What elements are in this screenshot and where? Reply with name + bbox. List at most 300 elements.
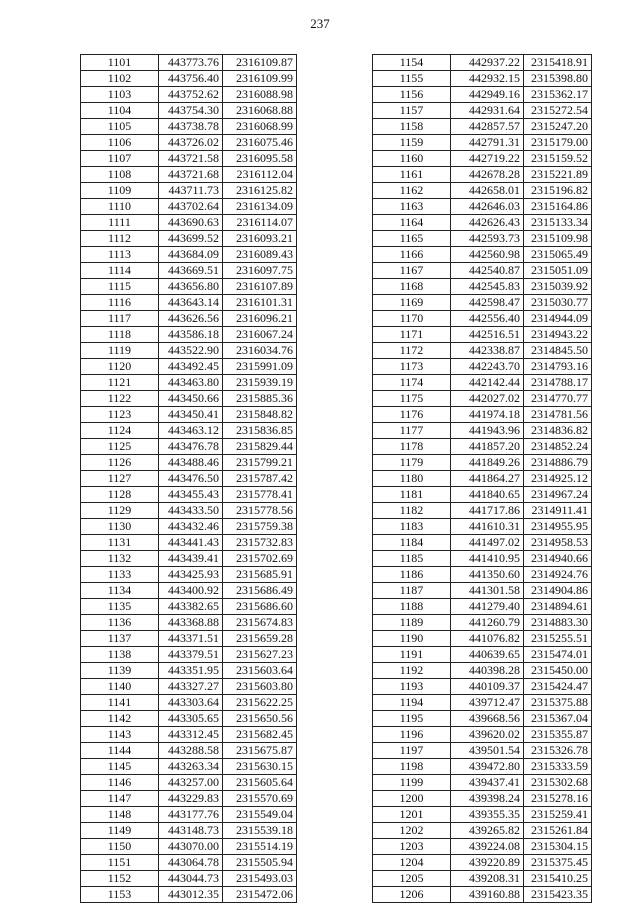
y-coordinate-cell: 2316088.98 — [223, 87, 297, 103]
point-number-cell: 1119 — [81, 343, 159, 359]
x-coordinate-cell: 443656.80 — [159, 279, 223, 295]
table-row — [81, 711, 297, 727]
table-row — [81, 263, 297, 279]
table-row — [373, 135, 592, 151]
x-coordinate-cell: 443476.78 — [159, 439, 223, 455]
y-coordinate-cell: 2314793.16 — [524, 359, 592, 375]
table-row — [81, 663, 297, 679]
point-number-cell: 1116 — [81, 295, 159, 311]
table-row — [373, 87, 592, 103]
y-coordinate-cell: 2315474.01 — [524, 647, 592, 663]
table-row — [373, 887, 592, 903]
y-coordinate-cell: 2315030.77 — [524, 295, 592, 311]
y-coordinate-cell: 2315375.45 — [524, 855, 592, 871]
y-coordinate-cell: 2316075.46 — [223, 135, 297, 151]
x-coordinate-cell: 439355.35 — [451, 807, 524, 823]
x-coordinate-cell: 443351.95 — [159, 663, 223, 679]
y-coordinate-cell: 2315375.88 — [524, 695, 592, 711]
table-row — [81, 583, 297, 599]
table-row — [81, 855, 297, 871]
x-coordinate-cell: 443721.58 — [159, 151, 223, 167]
table-row — [373, 519, 592, 535]
x-coordinate-cell: 443476.50 — [159, 471, 223, 487]
point-number-cell: 1149 — [81, 823, 159, 839]
y-coordinate-cell: 2314955.95 — [524, 519, 592, 535]
x-coordinate-cell: 441497.02 — [451, 535, 524, 551]
x-coordinate-cell: 442719.22 — [451, 151, 524, 167]
point-number-cell: 1113 — [81, 247, 159, 263]
y-coordinate-cell: 2315603.80 — [223, 679, 297, 695]
point-number-cell: 1206 — [373, 887, 451, 903]
table-row — [81, 247, 297, 263]
table-row — [81, 791, 297, 807]
point-number-cell: 1197 — [373, 743, 451, 759]
y-coordinate-cell: 2315333.59 — [524, 759, 592, 775]
point-number-cell: 1105 — [81, 119, 159, 135]
y-coordinate-cell: 2315799.21 — [223, 455, 297, 471]
y-coordinate-cell: 2315398.80 — [524, 71, 592, 87]
table-row — [373, 807, 592, 823]
point-number-cell: 1171 — [373, 327, 451, 343]
point-number-cell: 1143 — [81, 727, 159, 743]
table-row — [81, 567, 297, 583]
point-number-cell: 1184 — [373, 535, 451, 551]
point-number-cell: 1174 — [373, 375, 451, 391]
y-coordinate-cell: 2315685.91 — [223, 567, 297, 583]
table-row — [373, 71, 592, 87]
y-coordinate-cell: 2315302.68 — [524, 775, 592, 791]
x-coordinate-cell: 441840.65 — [451, 487, 524, 503]
x-coordinate-cell: 442556.40 — [451, 311, 524, 327]
x-coordinate-cell: 441864.27 — [451, 471, 524, 487]
x-coordinate-cell: 443463.80 — [159, 375, 223, 391]
x-coordinate-cell: 442338.87 — [451, 343, 524, 359]
table-row — [81, 167, 297, 183]
y-coordinate-cell: 2316095.58 — [223, 151, 297, 167]
y-coordinate-cell: 2315686.60 — [223, 599, 297, 615]
x-coordinate-cell: 443327.27 — [159, 679, 223, 695]
y-coordinate-cell: 2315570.69 — [223, 791, 297, 807]
table-row — [81, 727, 297, 743]
x-coordinate-cell: 443450.66 — [159, 391, 223, 407]
y-coordinate-cell: 2315164.86 — [524, 199, 592, 215]
x-coordinate-cell: 443450.41 — [159, 407, 223, 423]
table-row — [373, 327, 592, 343]
table-row — [81, 599, 297, 615]
x-coordinate-cell: 443425.93 — [159, 567, 223, 583]
x-coordinate-cell: 442932.15 — [451, 71, 524, 87]
x-coordinate-cell: 442540.87 — [451, 263, 524, 279]
y-coordinate-cell: 2316134.09 — [223, 199, 297, 215]
point-number-cell: 1179 — [373, 455, 451, 471]
y-coordinate-cell: 2315778.41 — [223, 487, 297, 503]
page-number: 237 — [310, 16, 330, 31]
point-number-cell: 1200 — [373, 791, 451, 807]
table-row — [81, 871, 297, 887]
x-coordinate-cell: 442658.01 — [451, 183, 524, 199]
table-row — [373, 727, 592, 743]
point-number-cell: 1157 — [373, 103, 451, 119]
y-coordinate-cell: 2315675.87 — [223, 743, 297, 759]
x-coordinate-cell: 442646.03 — [451, 199, 524, 215]
point-number-cell: 1182 — [373, 503, 451, 519]
x-coordinate-cell: 441974.18 — [451, 407, 524, 423]
table-row — [373, 791, 592, 807]
point-number-cell: 1177 — [373, 423, 451, 439]
x-coordinate-cell: 443148.73 — [159, 823, 223, 839]
y-coordinate-cell: 2314924.76 — [524, 567, 592, 583]
point-number-cell: 1158 — [373, 119, 451, 135]
point-number-cell: 1201 — [373, 807, 451, 823]
table-row — [373, 439, 592, 455]
y-coordinate-cell: 2315605.64 — [223, 775, 297, 791]
table-row — [373, 391, 592, 407]
table-row — [81, 359, 297, 375]
x-coordinate-cell: 443368.88 — [159, 615, 223, 631]
point-number-cell: 1162 — [373, 183, 451, 199]
table-row — [81, 199, 297, 215]
point-number-cell: 1192 — [373, 663, 451, 679]
table-row — [81, 887, 297, 903]
x-coordinate-cell: 443488.46 — [159, 455, 223, 471]
point-number-cell: 1117 — [81, 311, 159, 327]
table-row — [373, 199, 592, 215]
x-coordinate-cell: 443626.56 — [159, 311, 223, 327]
x-coordinate-cell: 442560.98 — [451, 247, 524, 263]
point-number-cell: 1145 — [81, 759, 159, 775]
table-row — [373, 663, 592, 679]
point-number-cell: 1129 — [81, 503, 159, 519]
y-coordinate-cell: 2315424.47 — [524, 679, 592, 695]
point-number-cell: 1186 — [373, 567, 451, 583]
y-coordinate-cell: 2316067.24 — [223, 327, 297, 343]
point-number-cell: 1134 — [81, 583, 159, 599]
x-coordinate-cell: 439220.89 — [451, 855, 524, 871]
x-coordinate-cell: 441717.86 — [451, 503, 524, 519]
table-row — [81, 839, 297, 855]
x-coordinate-cell: 442243.70 — [451, 359, 524, 375]
point-number-cell: 1199 — [373, 775, 451, 791]
point-number-cell: 1141 — [81, 695, 159, 711]
x-coordinate-cell: 443773.76 — [159, 55, 223, 71]
table-row — [373, 759, 592, 775]
table-row — [373, 455, 592, 471]
x-coordinate-cell: 443312.45 — [159, 727, 223, 743]
table-row — [81, 103, 297, 119]
x-coordinate-cell: 443669.51 — [159, 263, 223, 279]
point-number-cell: 1109 — [81, 183, 159, 199]
x-coordinate-cell: 442937.22 — [451, 55, 524, 71]
x-coordinate-cell: 439668.56 — [451, 711, 524, 727]
x-coordinate-cell: 440398.28 — [451, 663, 524, 679]
y-coordinate-cell: 2315179.00 — [524, 135, 592, 151]
x-coordinate-cell: 441943.96 — [451, 423, 524, 439]
y-coordinate-cell: 2314925.12 — [524, 471, 592, 487]
table-row — [81, 455, 297, 471]
point-number-cell: 1160 — [373, 151, 451, 167]
table-row — [373, 839, 592, 855]
table-row — [81, 295, 297, 311]
point-number-cell: 1172 — [373, 343, 451, 359]
point-number-cell: 1183 — [373, 519, 451, 535]
y-coordinate-cell: 2314904.86 — [524, 583, 592, 599]
point-number-cell: 1194 — [373, 695, 451, 711]
x-coordinate-cell: 443070.00 — [159, 839, 223, 855]
point-number-cell: 1181 — [373, 487, 451, 503]
x-coordinate-cell: 443177.76 — [159, 807, 223, 823]
y-coordinate-cell: 2315682.45 — [223, 727, 297, 743]
point-number-cell: 1147 — [81, 791, 159, 807]
table-row — [81, 759, 297, 775]
y-coordinate-cell: 2316068.99 — [223, 119, 297, 135]
table-row — [81, 535, 297, 551]
table-row — [373, 743, 592, 759]
table-row — [373, 423, 592, 439]
table-row — [81, 375, 297, 391]
table-row — [81, 743, 297, 759]
point-number-cell: 1123 — [81, 407, 159, 423]
y-coordinate-cell: 2315272.54 — [524, 103, 592, 119]
point-number-cell: 1146 — [81, 775, 159, 791]
point-number-cell: 1121 — [81, 375, 159, 391]
point-number-cell: 1152 — [81, 871, 159, 887]
table-row — [373, 679, 592, 695]
table-row — [373, 471, 592, 487]
y-coordinate-cell: 2315039.92 — [524, 279, 592, 295]
x-coordinate-cell: 443382.65 — [159, 599, 223, 615]
y-coordinate-cell: 2315991.09 — [223, 359, 297, 375]
point-number-cell: 1161 — [373, 167, 451, 183]
x-coordinate-cell: 442516.51 — [451, 327, 524, 343]
table-row — [81, 807, 297, 823]
point-number-cell: 1148 — [81, 807, 159, 823]
x-coordinate-cell: 443229.83 — [159, 791, 223, 807]
point-number-cell: 1169 — [373, 295, 451, 311]
y-coordinate-cell: 2315109.98 — [524, 231, 592, 247]
table-row — [373, 503, 592, 519]
point-number-cell: 1166 — [373, 247, 451, 263]
y-coordinate-cell: 2315674.83 — [223, 615, 297, 631]
point-number-cell: 1198 — [373, 759, 451, 775]
point-number-cell: 1104 — [81, 103, 159, 119]
y-coordinate-cell: 2314845.50 — [524, 343, 592, 359]
y-coordinate-cell: 2316107.89 — [223, 279, 297, 295]
y-coordinate-cell: 2314836.82 — [524, 423, 592, 439]
y-coordinate-cell: 2314788.17 — [524, 375, 592, 391]
x-coordinate-cell: 441076.82 — [451, 631, 524, 647]
point-number-cell: 1150 — [81, 839, 159, 855]
x-coordinate-cell: 442626.43 — [451, 215, 524, 231]
x-coordinate-cell: 443699.52 — [159, 231, 223, 247]
y-coordinate-cell: 2315686.49 — [223, 583, 297, 599]
point-number-cell: 1111 — [81, 215, 159, 231]
point-number-cell: 1165 — [373, 231, 451, 247]
table-row — [373, 343, 592, 359]
table-row — [373, 695, 592, 711]
y-coordinate-cell: 2315196.82 — [524, 183, 592, 199]
point-number-cell: 1195 — [373, 711, 451, 727]
y-coordinate-cell: 2315627.23 — [223, 647, 297, 663]
x-coordinate-cell: 439437.41 — [451, 775, 524, 791]
x-coordinate-cell: 442931.64 — [451, 103, 524, 119]
table-row — [373, 407, 592, 423]
point-number-cell: 1204 — [373, 855, 451, 871]
y-coordinate-cell: 2315247.20 — [524, 119, 592, 135]
table-row — [373, 103, 592, 119]
point-number-cell: 1102 — [81, 71, 159, 87]
point-number-cell: 1130 — [81, 519, 159, 535]
y-coordinate-cell: 2314958.53 — [524, 535, 592, 551]
y-coordinate-cell: 2315885.36 — [223, 391, 297, 407]
y-coordinate-cell: 2315410.25 — [524, 871, 592, 887]
table-row — [373, 775, 592, 791]
x-coordinate-cell: 443263.34 — [159, 759, 223, 775]
table-row — [81, 775, 297, 791]
y-coordinate-cell: 2316109.87 — [223, 55, 297, 71]
y-coordinate-cell: 2315505.94 — [223, 855, 297, 871]
point-number-cell: 1159 — [373, 135, 451, 151]
point-number-cell: 1154 — [373, 55, 451, 71]
point-number-cell: 1173 — [373, 359, 451, 375]
y-coordinate-cell: 2315278.16 — [524, 791, 592, 807]
x-coordinate-cell: 441301.58 — [451, 583, 524, 599]
table-row — [81, 135, 297, 151]
table-row — [81, 439, 297, 455]
table-row — [373, 535, 592, 551]
x-coordinate-cell: 442545.83 — [451, 279, 524, 295]
y-coordinate-cell: 2316093.21 — [223, 231, 297, 247]
y-coordinate-cell: 2315065.49 — [524, 247, 592, 263]
y-coordinate-cell: 2314770.77 — [524, 391, 592, 407]
y-coordinate-cell: 2315472.06 — [223, 887, 297, 903]
x-coordinate-cell: 443752.62 — [159, 87, 223, 103]
y-coordinate-cell: 2315367.04 — [524, 711, 592, 727]
y-coordinate-cell: 2316112.04 — [223, 167, 297, 183]
x-coordinate-cell: 442027.02 — [451, 391, 524, 407]
y-coordinate-cell: 2315450.00 — [524, 663, 592, 679]
table-row — [373, 375, 592, 391]
y-coordinate-cell: 2315759.38 — [223, 519, 297, 535]
x-coordinate-cell: 439501.54 — [451, 743, 524, 759]
point-number-cell: 1176 — [373, 407, 451, 423]
table-row — [373, 711, 592, 727]
x-coordinate-cell: 443441.43 — [159, 535, 223, 551]
point-number-cell: 1151 — [81, 855, 159, 871]
table-row — [373, 167, 592, 183]
point-number-cell: 1108 — [81, 167, 159, 183]
x-coordinate-cell: 443684.09 — [159, 247, 223, 263]
table-row — [81, 327, 297, 343]
x-coordinate-cell: 443643.14 — [159, 295, 223, 311]
y-coordinate-cell: 2316125.82 — [223, 183, 297, 199]
table-row — [373, 247, 592, 263]
y-coordinate-cell: 2315539.18 — [223, 823, 297, 839]
point-number-cell: 1191 — [373, 647, 451, 663]
point-number-cell: 1164 — [373, 215, 451, 231]
point-number-cell: 1142 — [81, 711, 159, 727]
x-coordinate-cell: 442791.31 — [451, 135, 524, 151]
y-coordinate-cell: 2315423.35 — [524, 887, 592, 903]
x-coordinate-cell: 441410.95 — [451, 551, 524, 567]
point-number-cell: 1155 — [373, 71, 451, 87]
x-coordinate-cell: 439472.80 — [451, 759, 524, 775]
table-row — [81, 487, 297, 503]
y-coordinate-cell: 2314944.09 — [524, 311, 592, 327]
table-row — [81, 551, 297, 567]
y-coordinate-cell: 2315133.34 — [524, 215, 592, 231]
x-coordinate-cell: 443756.40 — [159, 71, 223, 87]
table-row — [373, 871, 592, 887]
y-coordinate-cell: 2316089.43 — [223, 247, 297, 263]
x-coordinate-cell: 439620.02 — [451, 727, 524, 743]
point-number-cell: 1170 — [373, 311, 451, 327]
y-coordinate-cell: 2316109.99 — [223, 71, 297, 87]
point-number-cell: 1153 — [81, 887, 159, 903]
x-coordinate-cell: 443721.68 — [159, 167, 223, 183]
point-number-cell: 1187 — [373, 583, 451, 599]
point-number-cell: 1115 — [81, 279, 159, 295]
y-coordinate-cell: 2315787.42 — [223, 471, 297, 487]
x-coordinate-cell: 441849.26 — [451, 455, 524, 471]
y-coordinate-cell: 2315836.85 — [223, 423, 297, 439]
y-coordinate-cell: 2315650.56 — [223, 711, 297, 727]
x-coordinate-cell: 439712.47 — [451, 695, 524, 711]
y-coordinate-cell: 2315362.17 — [524, 87, 592, 103]
table-row — [81, 631, 297, 647]
x-coordinate-cell: 443379.51 — [159, 647, 223, 663]
table-row — [373, 599, 592, 615]
x-coordinate-cell: 443288.58 — [159, 743, 223, 759]
table-row — [81, 695, 297, 711]
x-coordinate-cell: 440639.65 — [451, 647, 524, 663]
y-coordinate-cell: 2315778.56 — [223, 503, 297, 519]
point-number-cell: 1163 — [373, 199, 451, 215]
x-coordinate-cell: 442857.57 — [451, 119, 524, 135]
x-coordinate-cell: 442598.47 — [451, 295, 524, 311]
point-number-cell: 1120 — [81, 359, 159, 375]
table-row — [81, 343, 297, 359]
point-number-cell: 1136 — [81, 615, 159, 631]
table-row — [81, 407, 297, 423]
y-coordinate-cell: 2314967.24 — [524, 487, 592, 503]
point-number-cell: 1188 — [373, 599, 451, 615]
x-coordinate-cell: 443455.43 — [159, 487, 223, 503]
point-number-cell: 1101 — [81, 55, 159, 71]
y-coordinate-cell: 2315255.51 — [524, 631, 592, 647]
x-coordinate-cell: 439160.88 — [451, 887, 524, 903]
x-coordinate-cell: 441350.60 — [451, 567, 524, 583]
point-number-cell: 1180 — [373, 471, 451, 487]
table-row — [373, 279, 592, 295]
y-coordinate-cell: 2315493.03 — [223, 871, 297, 887]
table-row — [373, 647, 592, 663]
table-row — [81, 679, 297, 695]
x-coordinate-cell: 443064.78 — [159, 855, 223, 871]
y-coordinate-cell: 2315159.52 — [524, 151, 592, 167]
table-row — [373, 359, 592, 375]
point-number-cell: 1112 — [81, 231, 159, 247]
y-coordinate-cell: 2314883.30 — [524, 615, 592, 631]
table-row — [81, 55, 297, 71]
x-coordinate-cell: 443586.18 — [159, 327, 223, 343]
y-coordinate-cell: 2316097.75 — [223, 263, 297, 279]
y-coordinate-cell: 2315221.89 — [524, 167, 592, 183]
coordinates-table-left — [80, 54, 297, 903]
x-coordinate-cell: 442593.73 — [451, 231, 524, 247]
point-number-cell: 1144 — [81, 743, 159, 759]
table-row — [81, 87, 297, 103]
y-coordinate-cell: 2315304.15 — [524, 839, 592, 855]
